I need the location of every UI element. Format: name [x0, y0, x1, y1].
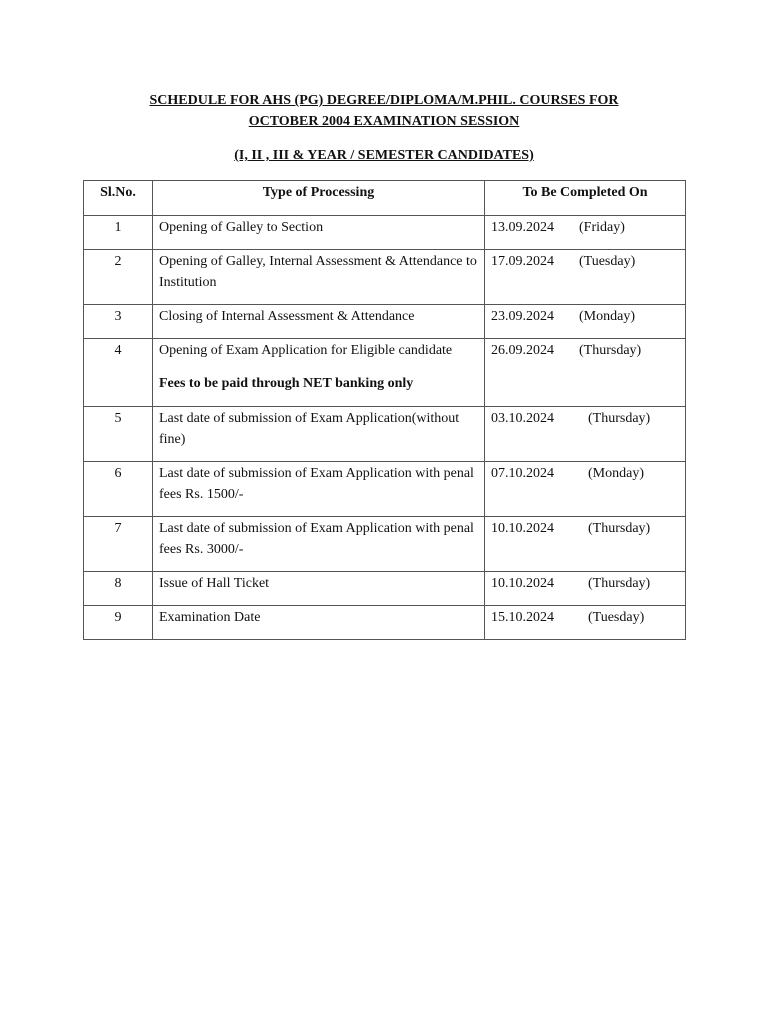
document-title-line-1: SCHEDULE FOR AHS (PG) DEGREE/DIPLOMA/M.PHIL. COURSES FOR	[149, 93, 619, 108]
row-process: Last date of submission of Exam Application with penal fees Rs. 3000/-	[153, 517, 485, 572]
row-process: Opening of Galley to Section	[153, 216, 485, 250]
table-row	[84, 517, 686, 572]
row-day: (Thursday)	[579, 343, 642, 358]
row-process: Opening of Galley, Internal Assessment & Attendance to Institution	[153, 250, 485, 305]
table-row	[84, 216, 686, 250]
row-date: 10.10.2024	[491, 576, 554, 591]
row-process: Examination Date	[153, 606, 485, 640]
row-day: (Monday)	[579, 309, 635, 324]
row-date: 13.09.2024	[491, 220, 554, 235]
row-date: 10.10.2024	[491, 521, 554, 536]
row-sl-no: 3	[84, 305, 153, 339]
row-due	[485, 339, 686, 407]
row-day: (Thursday)	[588, 521, 651, 536]
row-date: 23.09.2024	[491, 309, 554, 324]
table-row	[84, 407, 686, 462]
row-due	[485, 305, 686, 339]
schedule-table	[83, 180, 686, 640]
row-process: Last date of submission of Exam Application(without fine)	[153, 407, 485, 462]
table-row	[84, 606, 686, 640]
row-day: (Monday)	[588, 466, 644, 481]
row-date: 26.09.2024	[491, 343, 554, 358]
row-process: Opening of Exam Application for Eligible candidate	[159, 343, 453, 358]
row-due	[485, 606, 686, 640]
row-process-note: Fees to be paid through NET banking only	[159, 376, 414, 391]
row-day: (Tuesday)	[579, 254, 636, 269]
row-day: (Tuesday)	[588, 610, 645, 625]
row-due	[485, 517, 686, 572]
row-due	[485, 462, 686, 517]
row-due	[485, 216, 686, 250]
row-process-cell	[153, 339, 485, 407]
row-sl-no: 1	[84, 216, 153, 250]
document-subtitle: (I, II , III & YEAR / SEMESTER CANDIDATES)	[234, 148, 534, 163]
table-row	[84, 250, 686, 305]
table-row	[84, 572, 686, 606]
row-due	[485, 572, 686, 606]
table-row	[84, 339, 686, 407]
table-row	[84, 462, 686, 517]
row-due	[485, 407, 686, 462]
row-date: 07.10.2024	[491, 466, 554, 481]
row-date: 17.09.2024	[491, 254, 554, 269]
row-process: Issue of Hall Ticket	[153, 572, 485, 606]
row-sl-no: 4	[84, 339, 153, 407]
table-row	[84, 305, 686, 339]
row-sl-no: 2	[84, 250, 153, 305]
row-sl-no: 9	[84, 606, 153, 640]
row-day: (Thursday)	[588, 411, 651, 426]
row-date: 15.10.2024	[491, 610, 554, 625]
row-due	[485, 250, 686, 305]
row-day: (Friday)	[579, 220, 625, 235]
row-sl-no: 7	[84, 517, 153, 572]
row-process: Closing of Internal Assessment & Attendance	[153, 305, 485, 339]
header-to-be-completed-on: To Be Completed On	[485, 181, 686, 216]
header-sl-no: Sl.No.	[84, 181, 153, 216]
table-header-row	[84, 181, 686, 216]
row-sl-no: 8	[84, 572, 153, 606]
row-process: Last date of submission of Exam Application with penal fees Rs. 1500/-	[153, 462, 485, 517]
row-sl-no: 6	[84, 462, 153, 517]
row-sl-no: 5	[84, 407, 153, 462]
row-date: 03.10.2024	[491, 411, 554, 426]
row-day: (Thursday)	[588, 576, 651, 591]
document-title-line-2: OCTOBER 2004 EXAMINATION SESSION	[248, 114, 520, 129]
header-type-of-processing: Type of Processing	[153, 181, 485, 216]
